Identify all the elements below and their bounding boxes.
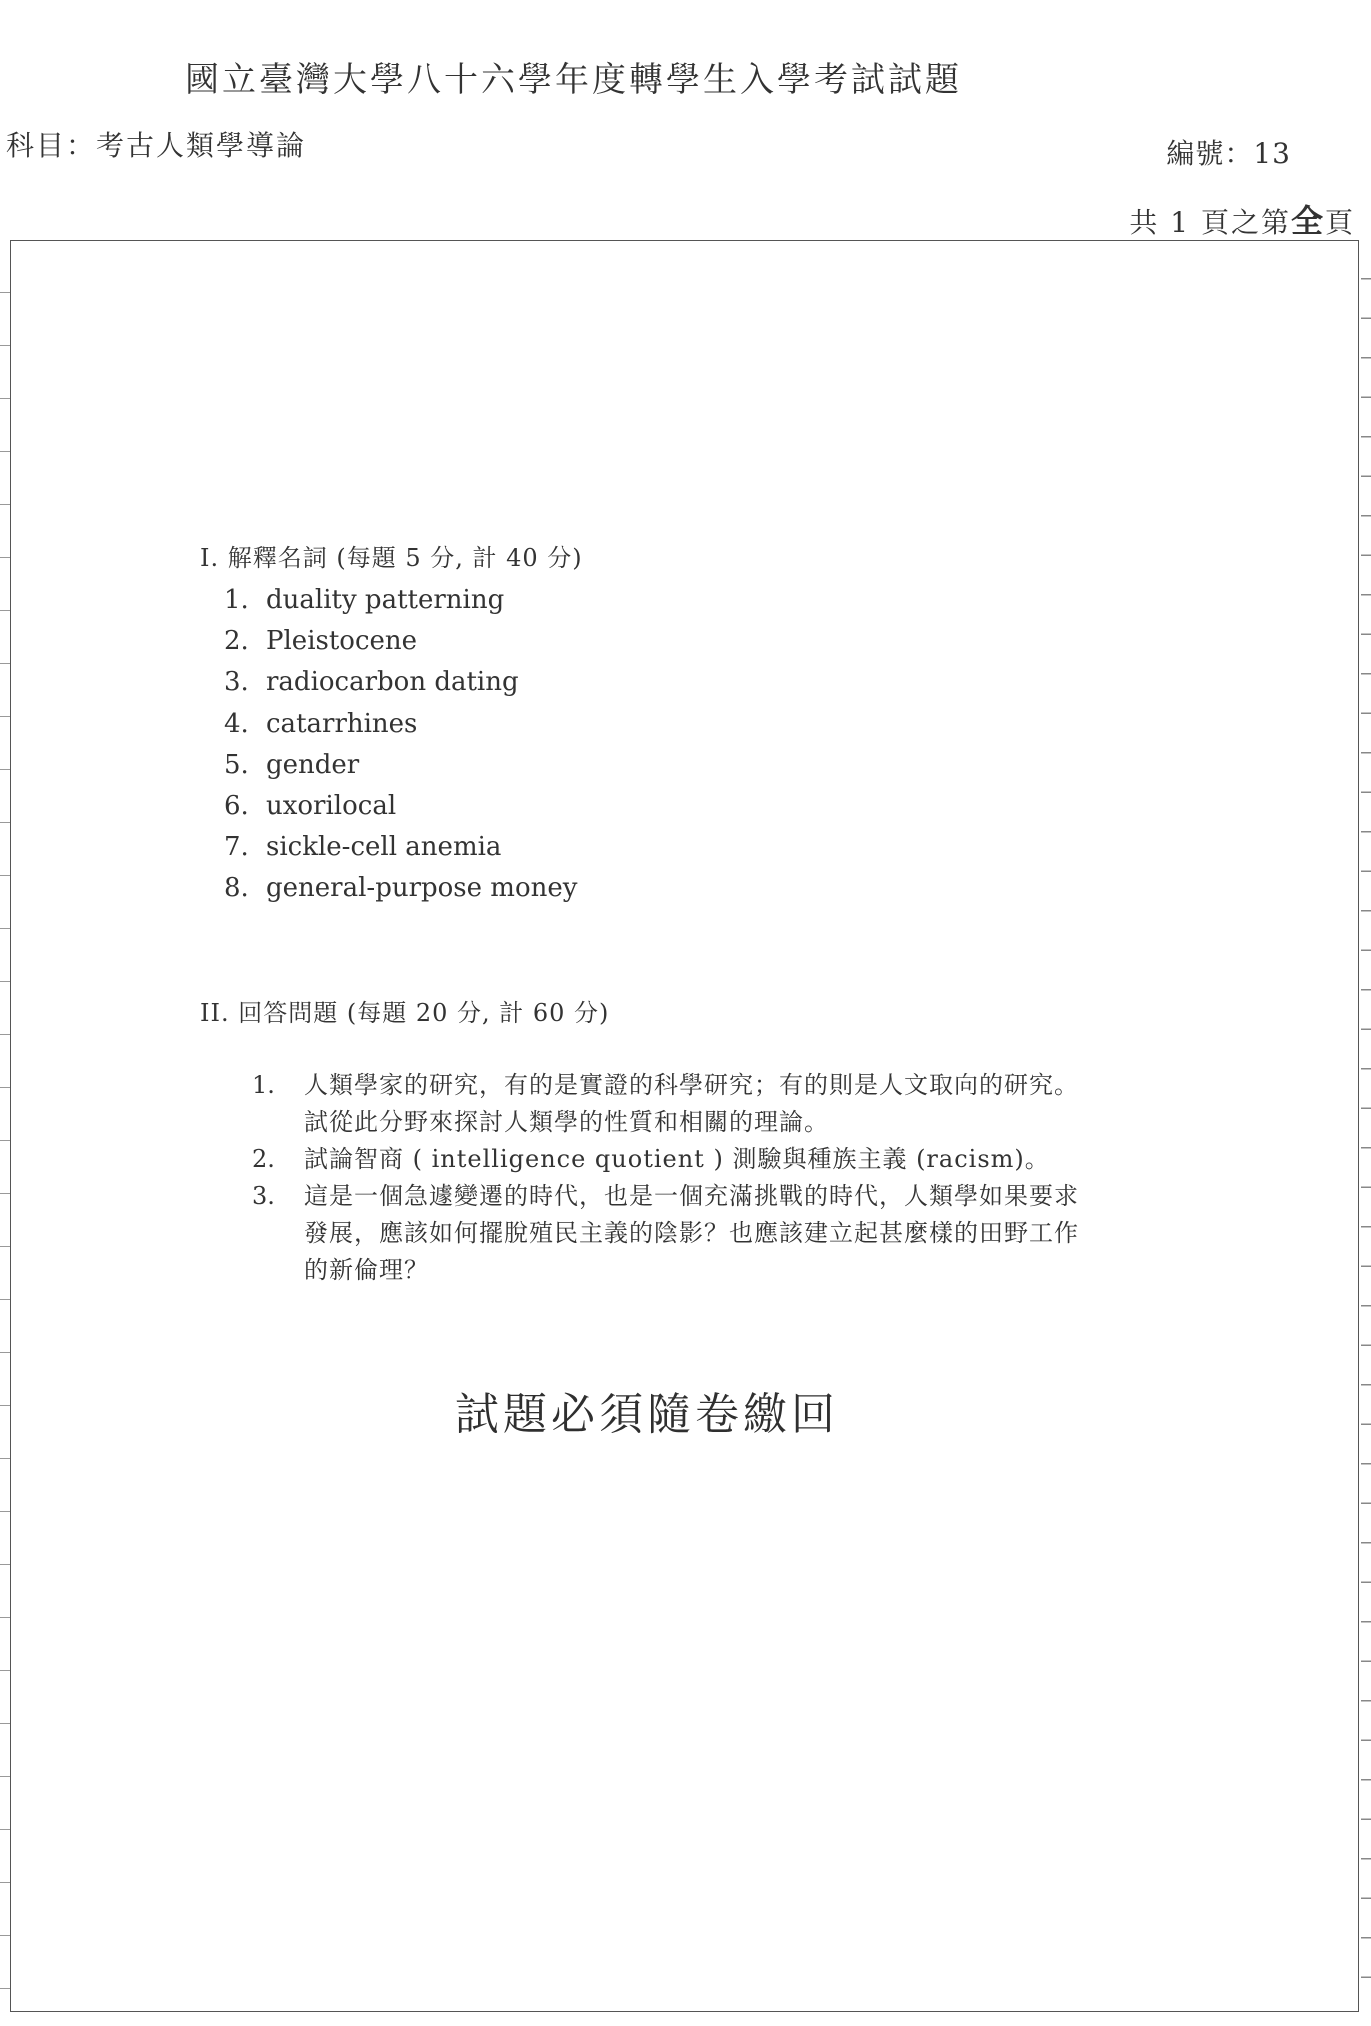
list-item [224,704,577,745]
list-item [224,745,577,786]
question-number: 3. [252,1182,275,1210]
question-number: 2. [252,1145,275,1173]
item-number: 4. [224,708,249,739]
list-item [224,662,577,703]
list-item [224,621,577,662]
list-item [224,786,577,827]
item-text: Pleistocene [266,626,418,657]
item-text: gender [266,749,360,780]
section1-heading: I. 解釋名詞 (每題 5 分, 計 40 分) [200,544,583,572]
page-count [1129,196,1355,242]
question-item [252,1067,1172,1141]
question-number: 1. [252,1071,275,1099]
item-text: general-purpose money [266,873,578,904]
return-notice: 試題必須隨卷繳回 [455,1389,839,1440]
left-margin-ticks [0,240,10,2012]
exam-code: 編號：13 [1166,137,1291,170]
subject-label: 科目：考古人類學導論 [6,129,307,162]
item-number: 8. [224,873,249,904]
list-item [224,868,577,909]
term-list [224,580,577,910]
question-text: 試論智商 ( intelligence quotient ) 測驗與種族主義 (racism)。 [304,1145,1050,1173]
right-margin-ticks [1361,240,1371,2012]
question-text: 這是一個急遽變遷的時代，也是一個充滿挑戰的時代，人類學如果要求 發展，應該如何擺脫殖民主義的陰影？也應該建立起甚麼樣的田野工作 的新倫理？ [304,1182,1079,1284]
item-number: 7. [224,832,249,863]
item-text: duality patterning [266,585,505,615]
exam-title: 國立臺灣大學八十六學年度轉學生入學考試試題 [185,60,962,100]
item-text: sickle-cell anemia [266,832,502,863]
question-item [252,1178,1172,1289]
page-count-suffix: 頁 [1324,206,1355,239]
item-number: 1. [224,585,249,615]
page-count-mark: 全 [1290,202,1325,240]
item-text: catarrhines [266,708,418,739]
section2-heading: II. 回答問題 (每題 20 分, 計 60 分) [200,999,610,1027]
item-number: 3. [224,667,249,698]
question-item [252,1141,1172,1178]
list-item [224,827,577,868]
list-item [224,580,577,621]
page-count-prefix: 共 1 頁之第 [1129,206,1291,239]
item-number: 2. [224,626,249,657]
item-text: radiocarbon dating [266,667,519,698]
question-list [252,1067,1172,1289]
item-number: 5. [224,749,249,780]
question-text: 人類學家的研究，有的是實證的科學研究；有的則是人文取向的研究。 試從此分野來探討人類學的性質和相關的理論。 [304,1071,1079,1136]
item-number: 6. [224,790,249,821]
item-text: uxorilocal [266,790,397,821]
